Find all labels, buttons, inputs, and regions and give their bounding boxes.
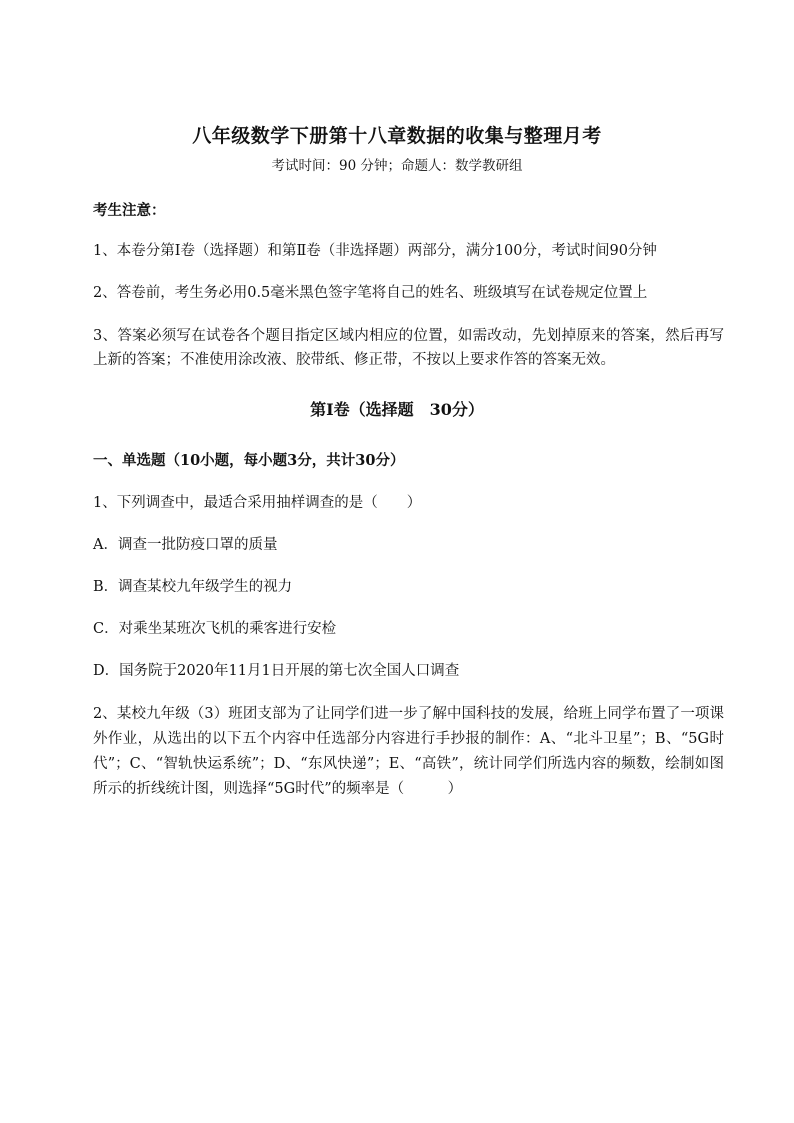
notice-item: 3、答案必须写在试卷各个题目指定区域内相应的位置，如需改动，先划掉原来的答案，然后再写上新的答案；不准使用涂改液、胶带纸、修正带，不按以上要求作答的答案无效。 (93, 328, 724, 368)
section-title: 第Ⅰ卷（选择题 30分） (310, 400, 484, 419)
notice-item: 1、本卷分第Ⅰ卷（选择题）和第Ⅱ卷（非选择题）两部分，满分100分，考试时间90分钟 (93, 243, 657, 259)
answer-option-a: A．调查一批防疫口罩的质量 (93, 537, 278, 553)
answer-option-d: D．国务院于2020年11月1日开展的第七次全国人口调查 (93, 663, 460, 679)
page-title: 八年级数学下册第十八章数据的收集与整理月考 (192, 125, 602, 147)
part-heading: 一、单选题（10小题，每小题3分，共计30分） (93, 452, 405, 469)
question-stem: 1、下列调查中，最适合采用抽样调查的是（ ） (93, 495, 422, 511)
answer-option-c: C．对乘坐某班次飞机的乘客进行安检 (93, 621, 337, 637)
question-stem: 2、某校九年级（3）班团支部为了让同学们进一步了解中国科技的发展，给班上同学布置了一项课外作业，从选出的以下五个内容中任选部分内容进行手抄报的制作：A、“北斗卫星”；B、“5G时代”；C、“智轨快运系统”；D、“东风快递”；E、“高铁”，统计同学们所选内容的频数，绘制如图所示的折线统计图，则选择“5G时代”的频率是（ ） (93, 706, 724, 797)
answer-option-b: B．调查某校九年级学生的视力 (93, 579, 293, 595)
exam-info: 考试时间：90 分钟；命题人：数学教研组 (271, 158, 523, 174)
notice-heading: 考生注意： (93, 202, 166, 219)
notice-item: 2、答卷前，考生务必用0.5毫米黑色签字笔将自己的姓名、班级填写在试卷规定位置上 (93, 285, 648, 301)
